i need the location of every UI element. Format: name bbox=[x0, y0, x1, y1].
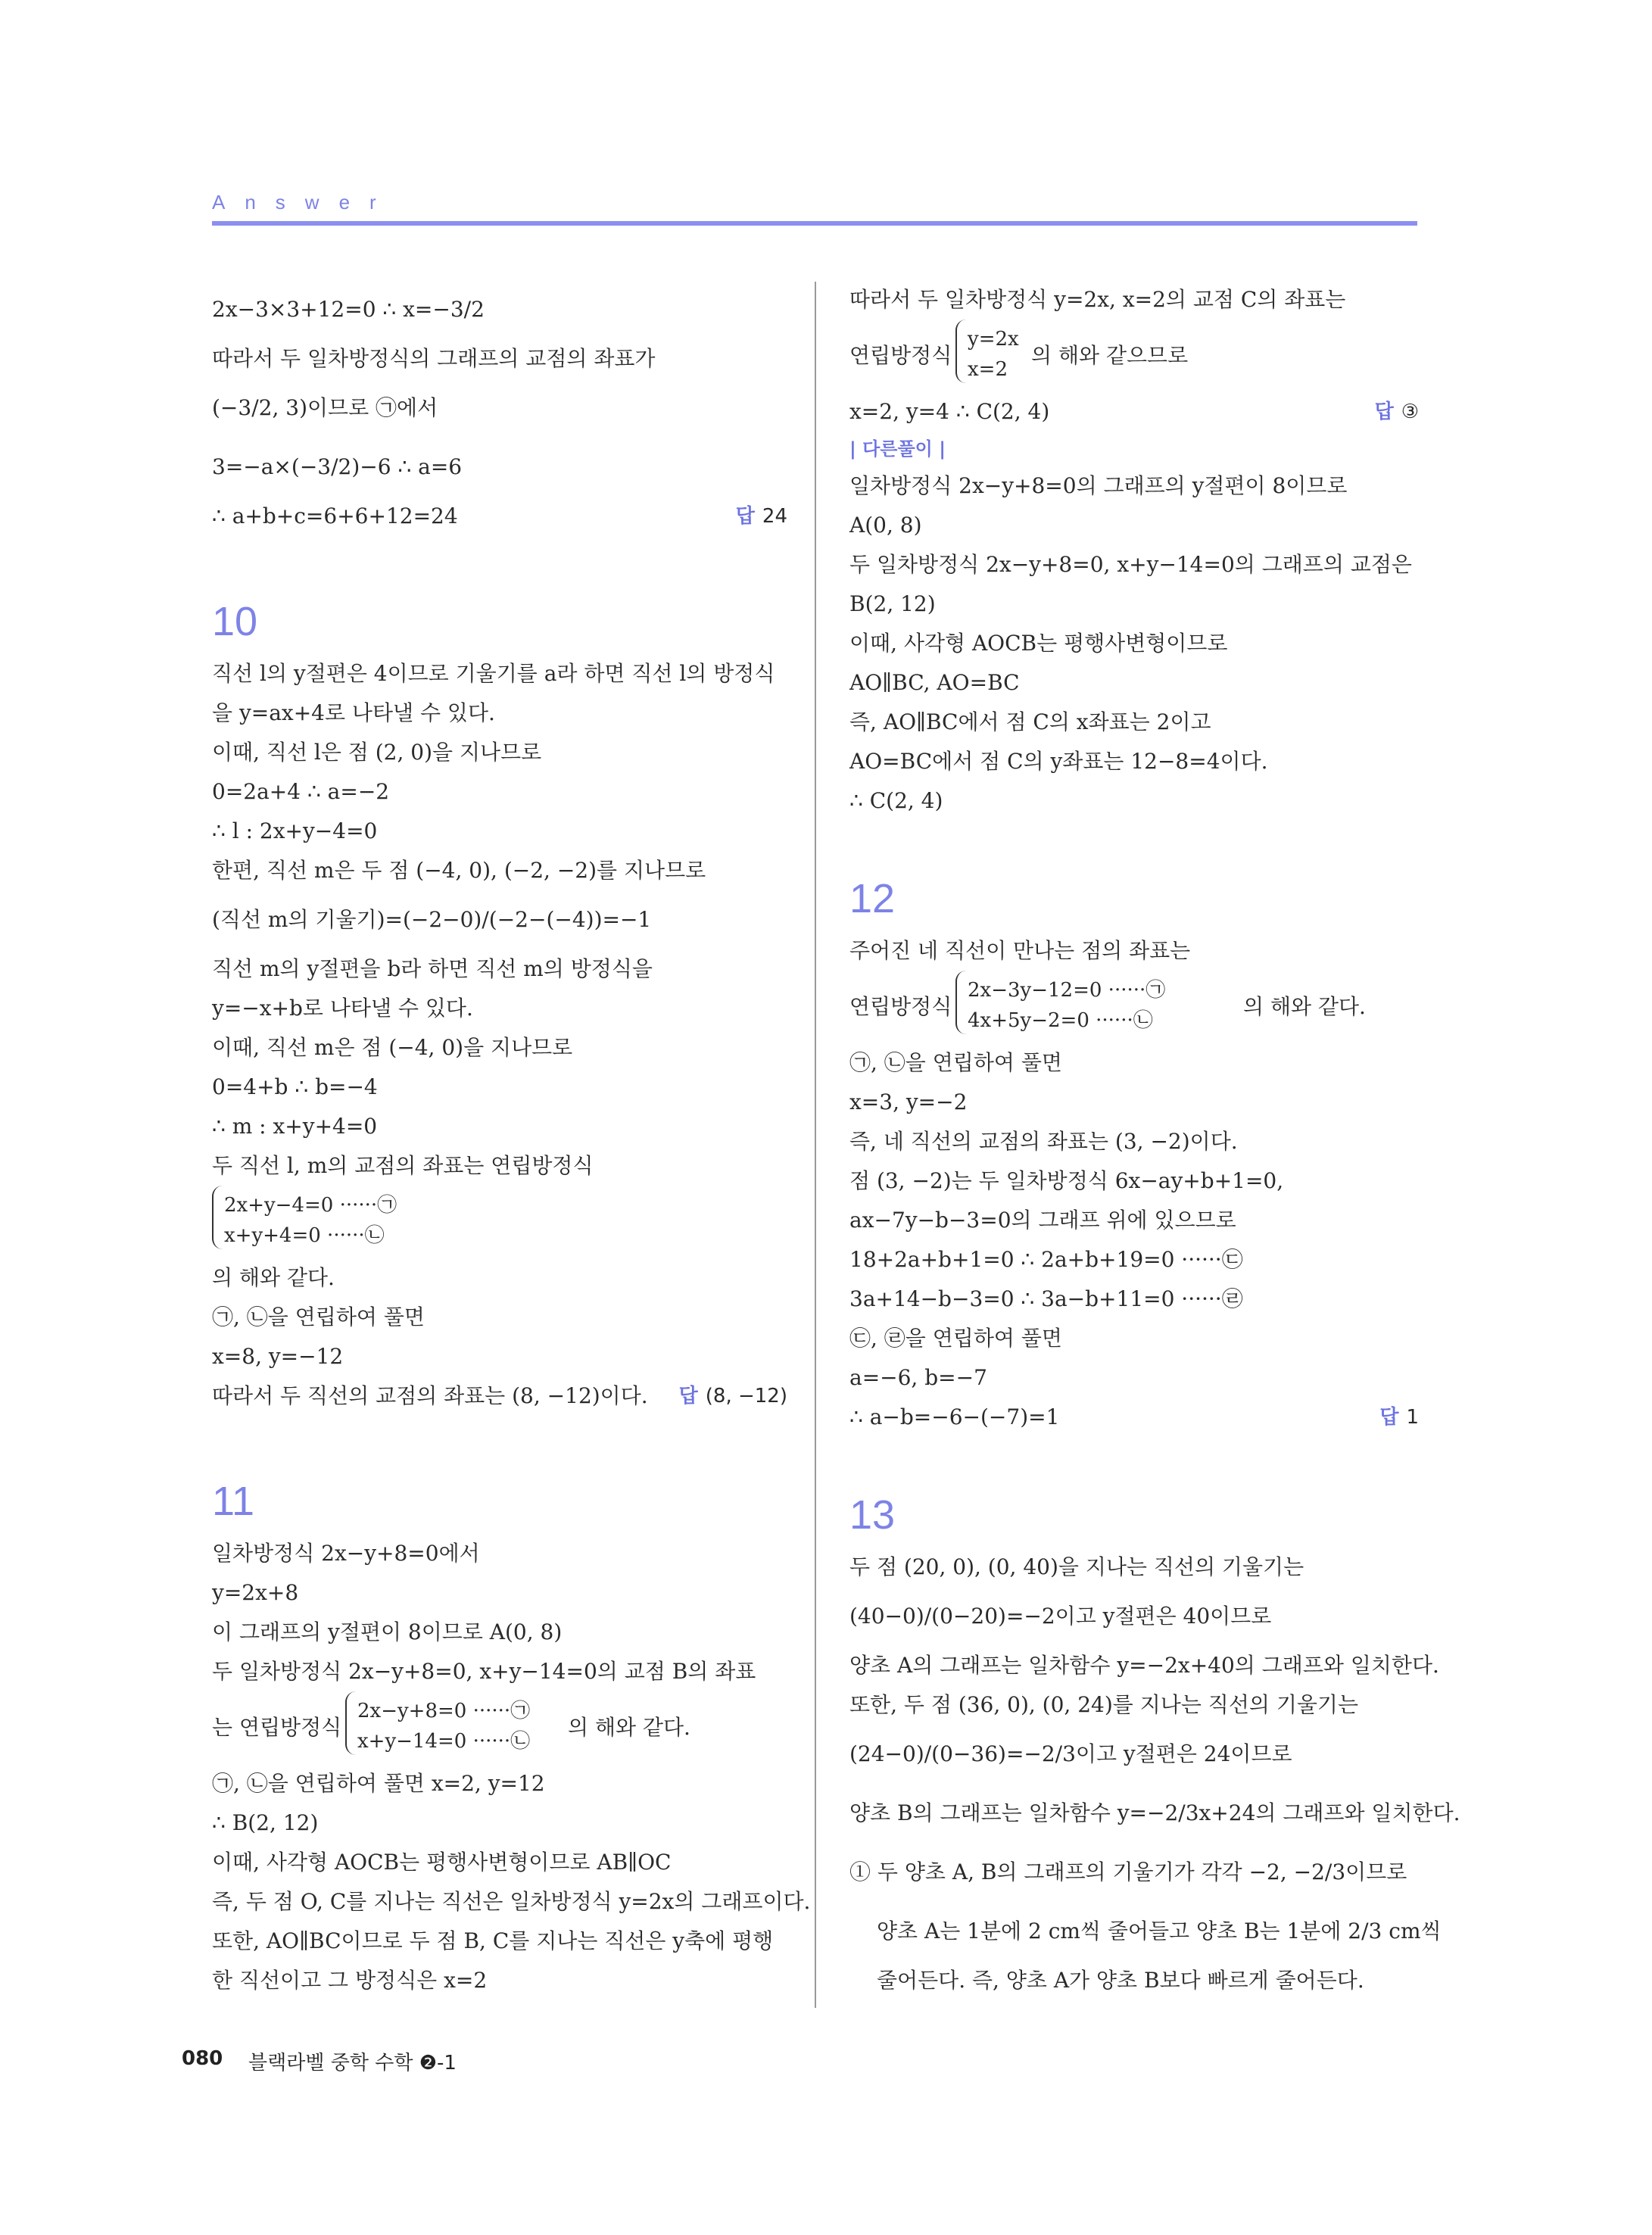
solution-line: 직선 l의 y절편은 4이므로 기울기를 a라 하면 직선 l의 방정식 bbox=[212, 661, 775, 686]
page-number: 080 bbox=[182, 2047, 223, 2070]
problem-9-solution bbox=[212, 280, 787, 536]
book-title: 블랙라벨 중학 수학 ❷-1 bbox=[248, 2052, 457, 2074]
problem-number: 11 bbox=[212, 1479, 255, 1524]
solution-line: 양초 B의 그래프는 일차함수 y=−2/3x+24의 그래프와 일치한다. bbox=[849, 1800, 1460, 1825]
equation: 2x+y−4=0 ······㉠ bbox=[224, 1194, 397, 1217]
solution-line: 3a+14−b−3=0 ∴ 3a−b+11=0 ······㉣ bbox=[849, 1286, 1243, 1311]
solution-line: y=−x+b로 나타낼 수 있다. bbox=[212, 996, 473, 1021]
solution-line: 두 점 (20, 0), (0, 40)을 지나는 직선의 기울기는 bbox=[849, 1554, 1304, 1579]
solution-line: ∴ B(2, 12) bbox=[212, 1810, 319, 1835]
system-equations bbox=[224, 1190, 397, 1251]
brace bbox=[955, 320, 968, 383]
answer-header: Answer bbox=[212, 191, 396, 214]
solution-line: x=3, y=−2 bbox=[849, 1089, 968, 1114]
equation-system bbox=[849, 971, 1419, 1043]
solution-line: 주어진 네 직선이 만나는 점의 좌표는 bbox=[849, 938, 1191, 963]
problem-11-continued bbox=[849, 280, 1419, 821]
solution-text: ∴ a−b=−6−(−7)=1 bbox=[849, 1404, 1060, 1429]
alternative-solution-label: | 다른풀이 | bbox=[849, 438, 946, 460]
solution-line: ㉠, ㉡을 연립하여 풀면 bbox=[849, 1050, 1062, 1075]
answer-box bbox=[1379, 1398, 1419, 1437]
system-lead: 는 연립방정식 bbox=[212, 1715, 342, 1740]
solution-line bbox=[849, 1398, 1419, 1437]
column-divider bbox=[815, 282, 816, 2008]
brace bbox=[955, 971, 968, 1034]
answer-label: 답 bbox=[678, 1385, 698, 1407]
answer-value: 24 bbox=[762, 505, 787, 528]
solution-line: 즉, 두 점 O, C를 지나는 직선은 일차방정식 y=2x의 그래프이다. bbox=[212, 1889, 811, 1914]
solution-line: 18+2a+b+1=0 ∴ 2a+b+19=0 ······㉢ bbox=[849, 1247, 1243, 1272]
answer-box bbox=[1375, 392, 1419, 432]
system-equations bbox=[968, 324, 1019, 385]
left-column bbox=[212, 280, 811, 2000]
system-equations bbox=[968, 975, 1165, 1036]
right-column bbox=[849, 280, 1460, 2000]
answer-label: 답 bbox=[1379, 1406, 1399, 1429]
brace bbox=[345, 1691, 357, 1755]
equation: y=2x bbox=[968, 328, 1019, 351]
problem-13-solution bbox=[849, 1482, 1460, 2000]
solution-line: B(2, 12) bbox=[849, 591, 936, 616]
problem-number: 13 bbox=[849, 1492, 896, 1538]
solution-line: 0=2a+4 ∴ a=−2 bbox=[212, 779, 390, 804]
solution-line: 0=4+b ∴ b=−4 bbox=[212, 1074, 378, 1099]
solution-line: 두 직선 l, m의 교점의 좌표는 연립방정식 bbox=[212, 1153, 594, 1178]
solution-line: 또한, AO∥BC이므로 두 점 B, C를 지나는 직선은 y축에 평행 bbox=[212, 1928, 774, 1953]
system-lead: 연립방정식 bbox=[849, 343, 952, 368]
solution-line: a=−6, b=−7 bbox=[849, 1365, 987, 1390]
answer-box bbox=[679, 1376, 787, 1416]
solution-text: 따라서 두 직선의 교점의 좌표는 (8, −12)이다. bbox=[212, 1383, 648, 1408]
solution-line: 2x−3×3+12=0 ∴ x=−3/2 bbox=[212, 297, 485, 322]
equation: 2x−3y−12=0 ······㉠ bbox=[968, 979, 1166, 1002]
problem-number: 12 bbox=[849, 876, 896, 921]
solution-line: 3=−a×(−3/2)−6 ∴ a=6 bbox=[212, 454, 463, 479]
equation: x+y+4=0 ······㉡ bbox=[224, 1224, 385, 1247]
solution-line: ∴ C(2, 4) bbox=[849, 788, 943, 813]
solution-line: ∴ m : x+y+4=0 bbox=[212, 1114, 378, 1139]
solution-line: 따라서 두 일차방정식의 그래프의 교점의 좌표가 bbox=[212, 346, 656, 371]
solution-line bbox=[212, 1376, 787, 1416]
solution-line: 양초 A의 그래프는 일차함수 y=−2x+40의 그래프와 일치한다. bbox=[849, 1653, 1439, 1678]
solution-line: x=8, y=−12 bbox=[212, 1344, 344, 1369]
solution-line: 이때, 사각형 AOCB는 평행사변형이므로 AB∥OC bbox=[212, 1850, 672, 1875]
answer-value: ③ bbox=[1401, 401, 1419, 423]
solution-line: 즉, AO∥BC에서 점 C의 x좌표는 2이고 bbox=[849, 709, 1211, 734]
answer-value: (8, −12) bbox=[705, 1385, 787, 1407]
equation-system bbox=[849, 320, 1419, 392]
solution-line: ㉠, ㉡을 연립하여 풀면 bbox=[212, 1305, 425, 1329]
problem-number: 10 bbox=[212, 599, 258, 644]
solution-line: 즉, 네 직선의 교점의 좌표는 (3, −2)이다. bbox=[849, 1129, 1238, 1154]
solution-line: (−3/2, 3)이므로 ㉠에서 bbox=[212, 395, 438, 420]
equation: x=2 bbox=[968, 358, 1008, 381]
solution-line: (24−0)/(0−36)=−2/3이고 y절편은 24이므로 bbox=[849, 1741, 1292, 1766]
solution-line: 일차방정식 2x−y+8=0에서 bbox=[212, 1541, 480, 1566]
solution-text: ∴ a+b+c=6+6+12=24 bbox=[212, 503, 458, 528]
solution-line: ① 두 양초 A, B의 그래프의 기울기가 각각 −2, −2/3이므로 bbox=[849, 1859, 1407, 1884]
solution-text: x=2, y=4 ∴ C(2, 4) bbox=[849, 399, 1050, 424]
solution-line: ㉠, ㉡을 연립하여 풀면 x=2, y=12 bbox=[212, 1771, 545, 1796]
equation: 2x−y+8=0 ······㉠ bbox=[357, 1700, 531, 1722]
equation: x+y−14=0 ······㉡ bbox=[357, 1730, 531, 1753]
solution-line: ㉢, ㉣을 연립하여 풀면 bbox=[849, 1326, 1062, 1351]
answer-value: 1 bbox=[1406, 1406, 1419, 1429]
solution-line: 직선 m의 y절편을 b라 하면 직선 m의 방정식을 bbox=[212, 956, 653, 981]
answer-label: 답 bbox=[1374, 401, 1394, 423]
solution-line: 점 (3, −2)는 두 일차방정식 6x−ay+b+1=0, bbox=[849, 1168, 1284, 1193]
equation: 4x+5y−2=0 ······㉡ bbox=[968, 1009, 1153, 1032]
solution-line: 두 일차방정식 2x−y+8=0, x+y−14=0의 그래프의 교점은 bbox=[849, 552, 1412, 577]
equation-system bbox=[212, 1186, 787, 1258]
system-tail: 의 해와 같다. bbox=[1243, 994, 1366, 1019]
solution-line: ∴ l : 2x+y−4=0 bbox=[212, 818, 378, 843]
brace bbox=[212, 1186, 224, 1249]
solution-line: AO=BC에서 점 C의 y좌표는 12−8=4이다. bbox=[849, 749, 1268, 774]
solution-line: 양초 A는 1분에 2 cm씩 줄어들고 양초 B는 1분에 2/3 cm씩 bbox=[877, 1919, 1442, 1944]
system-equations bbox=[357, 1696, 530, 1757]
solution-line: 이때, 직선 l은 점 (2, 0)을 지나므로 bbox=[212, 740, 542, 765]
solution-line: 한편, 직선 m은 두 점 (−4, 0), (−2, −2)를 지나므로 bbox=[212, 858, 706, 883]
system-tail: 의 해와 같다. bbox=[568, 1715, 690, 1740]
solution-line: 일차방정식 2x−y+8=0의 그래프의 y절편이 8이므로 bbox=[849, 473, 1348, 498]
solution-line: ax−7y−b−3=0의 그래프 위에 있으므로 bbox=[849, 1208, 1236, 1233]
solution-line: (40−0)/(0−20)=−2이고 y절편은 40이므로 bbox=[849, 1604, 1272, 1629]
solution-line: 이때, 사각형 AOCB는 평행사변형이므로 bbox=[849, 631, 1228, 656]
solution-line: 이때, 직선 m은 점 (−4, 0)을 지나므로 bbox=[212, 1035, 573, 1060]
solution-line: AO∥BC, AO=BC bbox=[849, 670, 1020, 695]
answer-label: 답 bbox=[735, 505, 755, 528]
header-rule bbox=[212, 221, 1417, 226]
solution-line: (직선 m의 기울기)=(−2−0)/(−2−(−4))=−1 bbox=[212, 907, 652, 932]
solution-line: 의 해와 같다. bbox=[212, 1265, 335, 1290]
solution-line: 또한, 두 점 (36, 0), (0, 24)를 지나는 직선의 기울기는 bbox=[849, 1692, 1359, 1717]
solution-line: A(0, 8) bbox=[849, 513, 922, 538]
solution-line: 두 일차방정식 2x−y+8=0, x+y−14=0의 교점 B의 좌표 bbox=[212, 1659, 756, 1684]
solution-line: 한 직선이고 그 방정식은 x=2 bbox=[212, 1968, 488, 1993]
equation-system bbox=[212, 1691, 787, 1764]
problem-12-solution bbox=[849, 866, 1419, 1437]
problem-11-solution bbox=[212, 1469, 811, 2000]
solution-line bbox=[849, 392, 1419, 432]
solution-line: 줄어든다. 즉, 양초 A가 양초 B보다 빠르게 줄어든다. bbox=[877, 1968, 1364, 1993]
solution-line: 이 그래프의 y절편이 8이므로 A(0, 8) bbox=[212, 1619, 563, 1644]
solution-line bbox=[212, 497, 787, 536]
system-tail: 의 해와 같으므로 bbox=[1031, 343, 1189, 368]
solution-line: 을 y=ax+4로 나타낼 수 있다. bbox=[212, 700, 495, 725]
problem-10-solution bbox=[212, 589, 787, 1416]
solution-line: y=2x+8 bbox=[212, 1580, 299, 1605]
system-lead: 연립방정식 bbox=[849, 994, 952, 1019]
solution-line: 따라서 두 일차방정식 y=2x, x=2의 교점 C의 좌표는 bbox=[849, 287, 1346, 312]
answer-box bbox=[736, 497, 787, 536]
